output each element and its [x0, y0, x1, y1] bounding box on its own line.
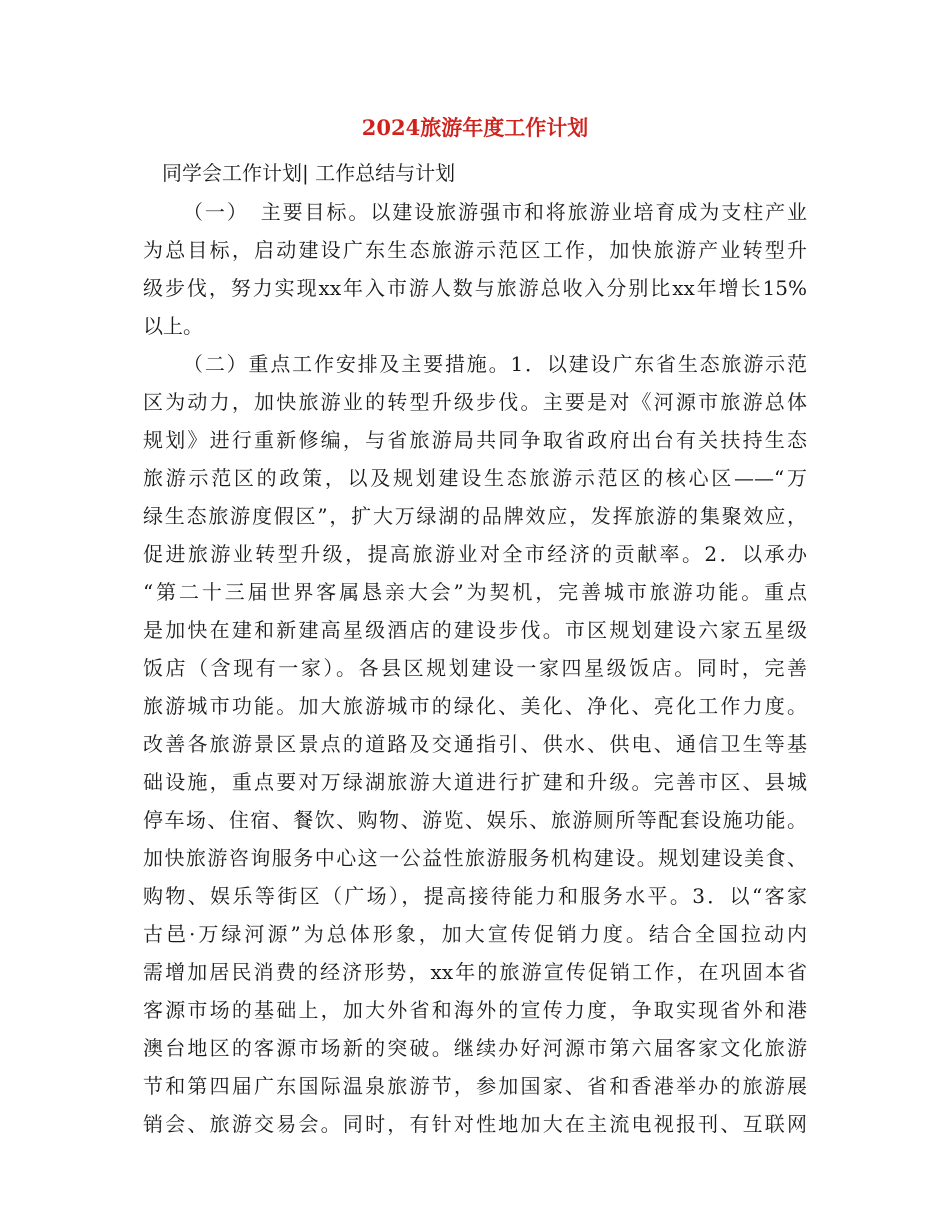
- paragraph-line: 需增加居民消费的经济形势，xx年的旅游宣传促销工作，在巩固本省: [143, 960, 807, 984]
- paragraph-line: 旅游城市功能。加大旅游城市的绿化、美化、净化、亮化工作力度。: [143, 694, 807, 718]
- paragraph-line: （二）重点工作安排及主要措施。1．以建设广东省生态旅游示范: [183, 352, 807, 376]
- paragraph-line: 级步伐，努力实现xx年入市游人数与旅游总收入分别比xx年增长15%: [143, 276, 807, 300]
- paragraph-line: 加快旅游咨询服务中心这一公益性旅游服务机构建设。规划建设美食、: [143, 846, 807, 870]
- paragraph-line: 澳台地区的客源市场新的突破。继续办好河源市第六届客家文化旅游: [143, 1036, 807, 1060]
- paragraph-line: 是加快在建和新建高星级酒店的建设步伐。市区规划建设六家五星级: [143, 618, 807, 642]
- document-title: 2024旅游年度工作计划: [361, 115, 589, 140]
- paragraph-line: 饭店（含现有一家）。各县区规划建设一家四星级饭店。同时，完善: [143, 656, 807, 680]
- paragraph-line: 以上。: [143, 314, 203, 338]
- paragraph-line: 购物、娱乐等街区（广场），提高接待能力和服务水平。3．以“客家: [143, 884, 807, 908]
- paragraph-line: 节和第四届广东国际温泉旅游节，参加国家、省和香港举办的旅游展: [143, 1074, 807, 1098]
- paragraph-line: 旅游示范区的政策，以及规划建设生态旅游示范区的核心区——“万: [143, 466, 807, 490]
- paragraph-line: 停车场、住宿、餐饮、购物、游览、娱乐、旅游厕所等配套设施功能。: [143, 808, 807, 832]
- paragraph-line: 规划》进行重新修编，与省旅游局共同争取省政府出台有关扶持生态: [143, 428, 807, 452]
- document-category-line: 同学会工作计划| 工作总结与计划: [162, 161, 456, 185]
- paragraph-line: 古邑·万绿河源”为总体形象，加大宣传促销力度。结合全国拉动内: [143, 922, 807, 946]
- paragraph-line: 绿生态旅游度假区”，扩大万绿湖的品牌效应，发挥旅游的集聚效应，: [143, 504, 807, 528]
- paragraph-line: 础设施，重点要对万绿湖旅游大道进行扩建和升级。完善市区、县城: [143, 770, 807, 794]
- paragraph-line: 促进旅游业转型升级，提高旅游业对全市经济的贡献率。2．以承办: [143, 542, 807, 566]
- paragraph-line: 销会、旅游交易会。同时，有针对性地加大在主流电视报刊、互联网: [143, 1112, 807, 1136]
- paragraph-line: 改善各旅游景区景点的道路及交通指引、供水、供电、通信卫生等基: [143, 732, 807, 756]
- paragraph-line: （一） 主要目标。以建设旅游强市和将旅游业培育成为支柱产业: [183, 200, 807, 224]
- paragraph-line: “第二十三届世界客属恳亲大会”为契机，完善城市旅游功能。重点: [143, 580, 807, 604]
- paragraph-line: 为总目标，启动建设广东生态旅游示范区工作，加快旅游产业转型升: [143, 238, 807, 262]
- paragraph-line: 客源市场的基础上，加大外省和海外的宣传力度，争取实现省外和港: [143, 998, 807, 1022]
- paragraph-line: 区为动力，加快旅游业的转型升级步伐。主要是对《河源市旅游总体: [143, 390, 807, 414]
